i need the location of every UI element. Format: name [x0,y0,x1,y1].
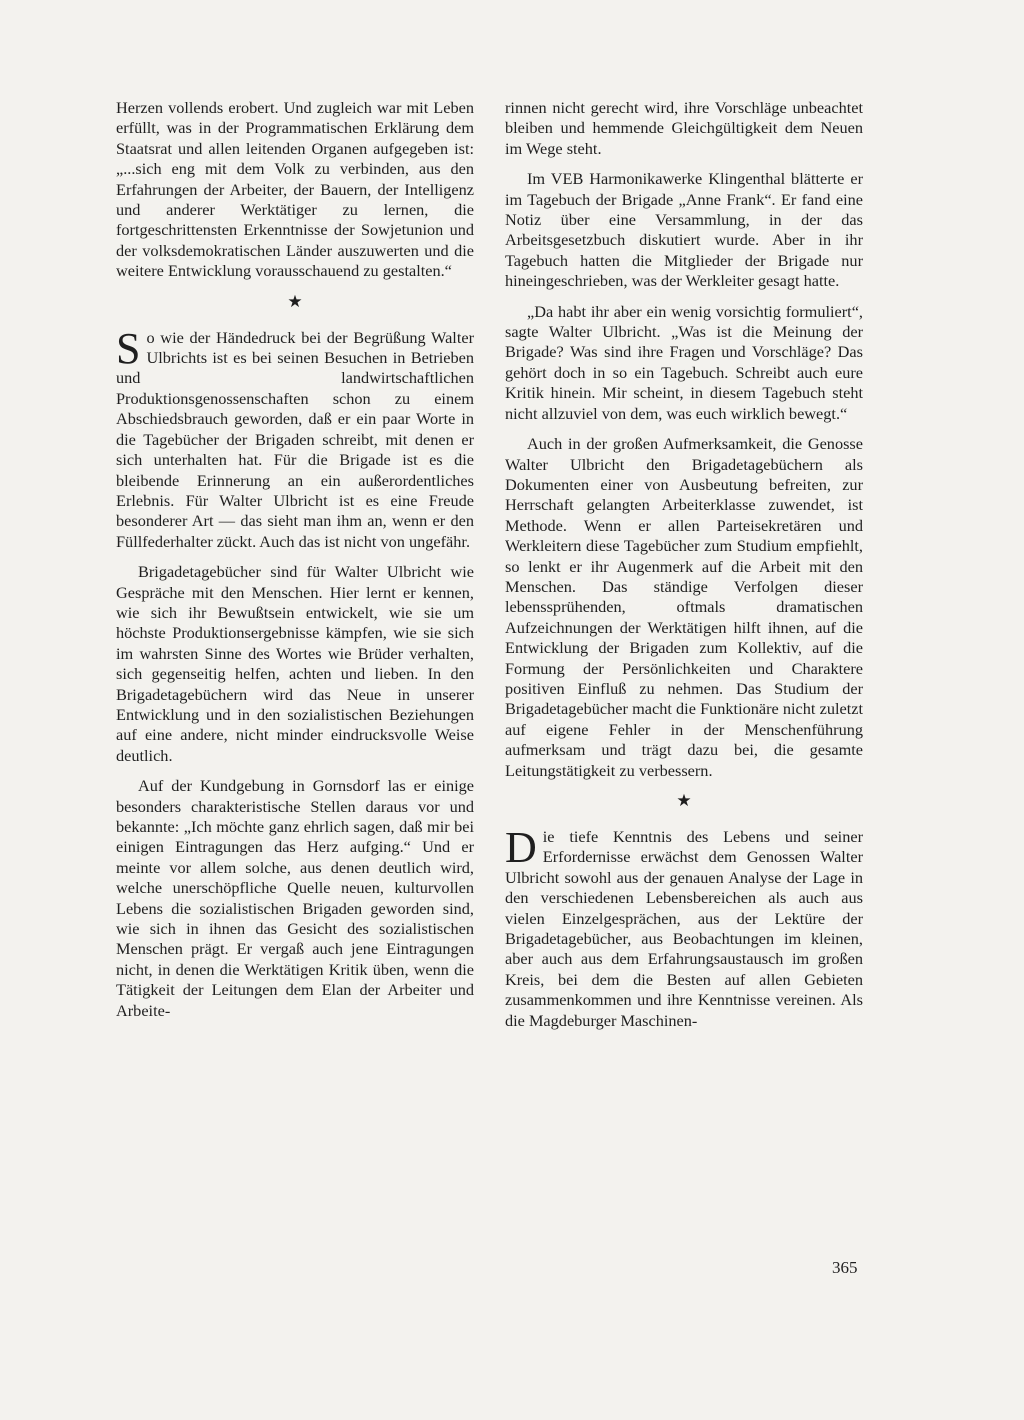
left-paragraph-2-text: o wie der Händedruck bei der Begrüßung Walter Ulbrichts ist es bei seinen Besuchen in Betrieben und landwirtschaftlichen Produktionsgenossenschaften schon zu einem Abschiedsbrauch geworden, daß er ein paar Worte in die Tagebücher der Brigaden schreibt, mit denen er sich unterhalten hat. Für die Brigade ist es die bleibende Erinnerung an ein außerordentliches Erlebnis. Für Walter Ulbricht ist es eine Freude besonderer Art — das sieht man ihm an, wenn er den Füllfederhalter zückt. Auch das ist nicht von ungefähr. [116,327,474,551]
page-number: 365 [832,1258,858,1277]
drop-cap-d: D [505,823,537,872]
left-paragraph-3: Brigadetagebücher sind für Walter Ulbricht wie Gespräche mit den Menschen. Hier lernt er kennen, wie sich ihr Bewußtsein entwickelt, wie sie um höchste Produktionsergebnisse kämpfen, wie sie sich im wahrsten Sinne des Wortes wie Brüder verhalten, sich gegenseitig helfen, achten und lieben. In den Brigadetagebüchern wird das Neue in unserer Entwicklung und in den sozialistischen Beziehungen auf eine andere, nicht minder eindrucksvolle Weise deutlich. [116,562,474,765]
right-paragraph-2: Im VEB Harmonikawerke Klingenthal blätterte er im Tagebuch der Brigade „Anne Frank“. Er fand eine Notiz über eine Versammlung, in der das Arbeitsgesetzbuch diskutiert wurde. Aber in ihr Tagebuch hatten die Mitglieder der Brigade nur hineingeschrieben, was der Werkleiter gesagt hatte. [505,169,863,291]
section-star-separator: ★ [287,291,303,311]
right-column [505,98,863,1041]
drop-cap-s: S [116,323,141,373]
right-paragraph-4: Auch in der großen Aufmerksamkeit, die Genosse Walter Ulbricht den Brigadetagebüchern als Dokumenten einer von Ausbeutung befreiten, zur Herrschaft gelangten Arbeiterklasse zuwendet, ist Methode. Wenn er allen Parteisekretären und Werkleitern diese Tagebücher zum Studium empfiehlt, so lenkt er ihr Augenmerk auf die Arbeit mit den Menschen. Das ständige Verfolgen dieser lebenssprühenden, oftmals dramatischen Aufzeichnungen der Werktätigen hilft ihnen, auf die Entwicklung der Brigaden zum Kollektiv, auf die Formung der Persönlichkeiten und Charaktere positiven Einfluß zu nehmen. Das Studium der Brigadetagebücher macht die Funktionäre nicht zuletzt auf eigene Fehler in der Menschenführung aufmerksam und trägt dazu bei, die gesamte Leitungstätigkeit zu verbessern. [505,434,863,780]
left-paragraph-2 [116,323,474,552]
right-paragraph-5 [505,823,863,1031]
right-paragraph-3: „Da habt ihr aber ein wenig vorsichtig formuliert“, sagte Walter Ulbricht. „Was ist die Meinung der Brigade? Was sind ihre Fragen und Vorschläge? Das gehört doch in so ein Tagebuch. Schreibt auch eure Kritik hinein. Mir scheint, in diesem Tagebuch steht nicht allzuviel von dem, was euch wirklich bewegt.“ [505,301,863,423]
left-column [116,98,474,1031]
section-star-separator: ★ [676,791,692,810]
left-paragraph-1: Herzen vollends erobert. Und zugleich war mit Leben erfüllt, was in der Programmatischen Erklärung dem Staatsrat und allen leitenden Organen aufgegeben ist: „...sich eng mit dem Volk zu verbinden, aus den Erfahrungen der Arbeiter, der Bauern, der Intelligenz und anderer Werktätiger zu lernen, die fortgeschrittensten Erkenntnisse der Sowjetunion und der volksdemokratischen Länder auszuwerten und die weitere Entwicklung vorausschauend zu gestalten.“ [116,98,474,281]
right-paragraph-5-text: ie tiefe Kenntnis des Lebens und seiner Erfordernisse erwächst dem Genossen Walter Ulbricht sowohl aus der genauen Analyse der Lage in den verschiedenen Lebensbereichen als auch aus vielen Einzelgesprächen, aus der Lektüre der Brigadetagebücher, aus Beobachtungen im kleinen, aber auch aus dem Erfahrungsaustausch im großen Kreis, bei dem die Besten auf allen Gebieten zusammenkommen und ihre Kenntnisse vereinen. Als die Magdeburger Maschinen- [505,827,863,1030]
right-paragraph-1: rinnen nicht gerecht wird, ihre Vorschläge unbeachtet bleiben und hemmende Gleichgültigkeit dem Neuen im Wege steht. [505,98,863,158]
left-paragraph-4: Auf der Kundgebung in Gornsdorf las er einige besonders charakteristische Stellen daraus vor und bekannte: „Ich möchte ganz ehrlich sagen, daß mir bei einigen Eintragungen das Herz aufging.“ Und er meinte vor allem solche, aus denen deutlich wird, welche unerschöpfliche Quelle neuen, kulturvollen Lebens die sozialistischen Brigaden geworden sind, wie sich in ihnen das Gesicht des sozialistischen Menschen prägt. Er vergaß auch jene Eintragungen nicht, in denen die Werktätigen Kritik üben, wenn die Tätigkeit der Leitungen dem Elan der Arbeiter und Arbeite- [116,776,474,1020]
